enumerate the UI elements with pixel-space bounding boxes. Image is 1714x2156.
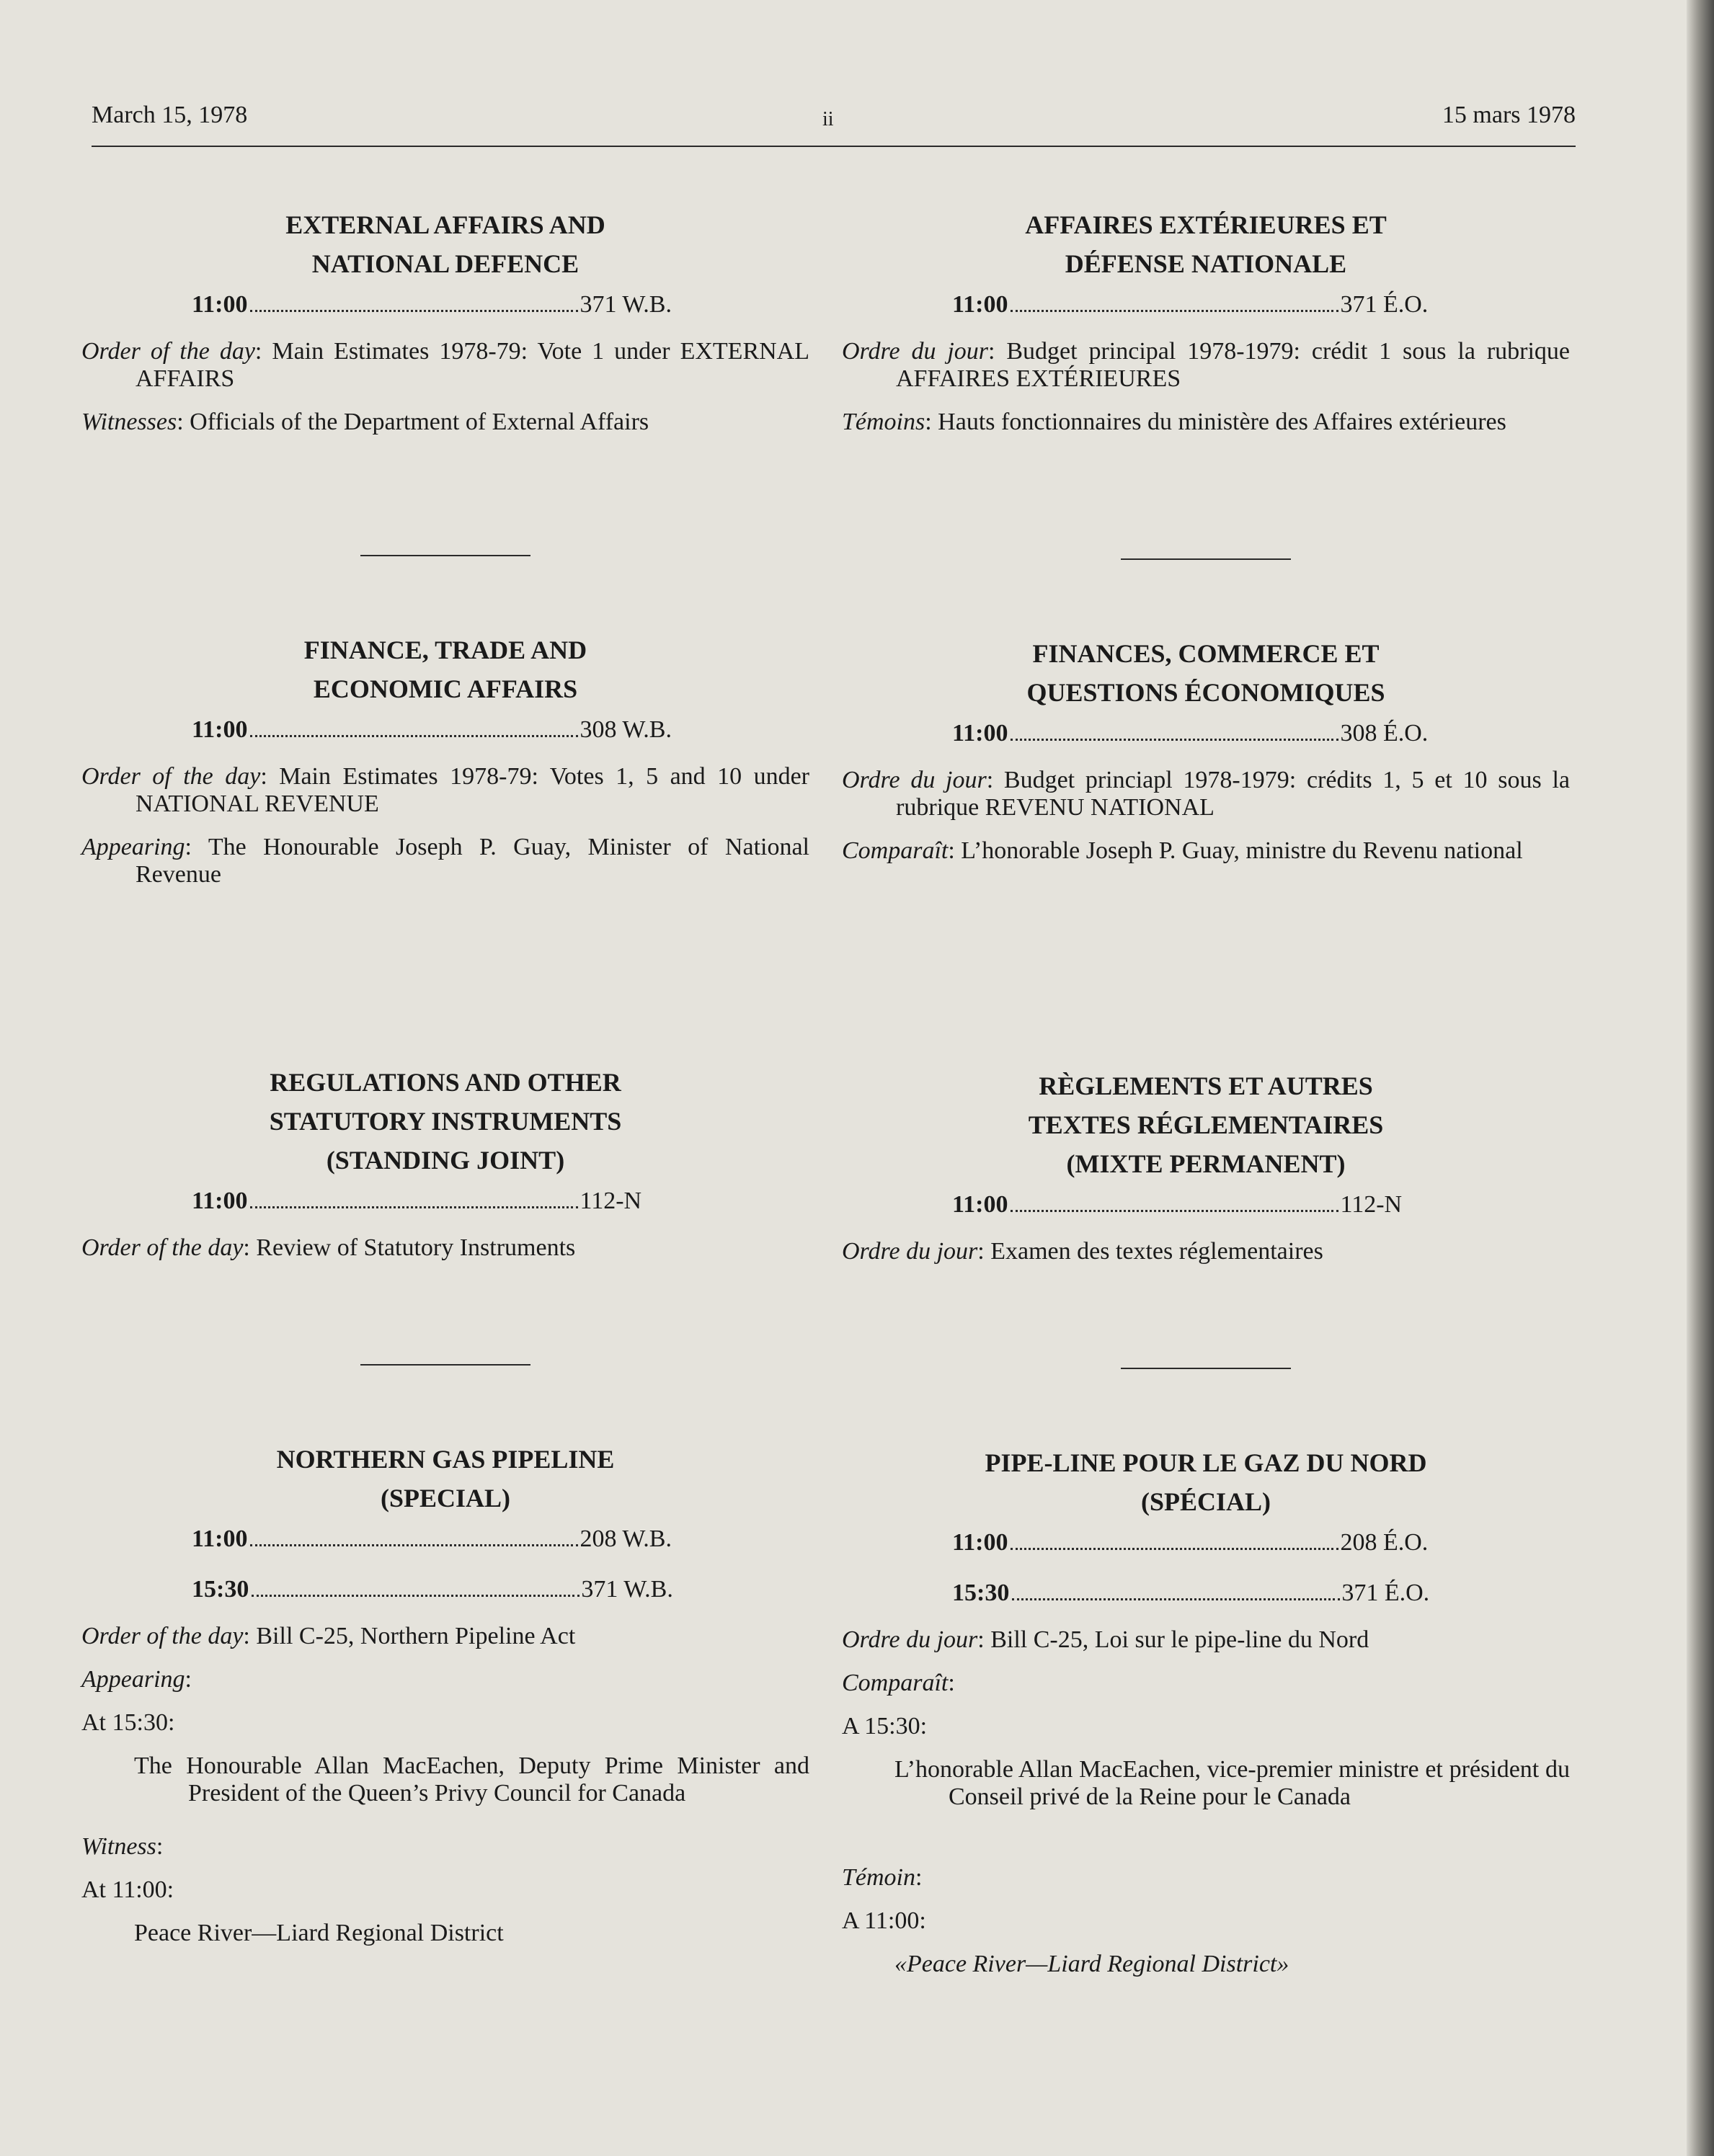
committee-section (842, 205, 1570, 436)
label: Witnesses (81, 409, 177, 435)
header-date-french: 15 mars 1978 (1442, 102, 1576, 128)
label: Appearing (81, 834, 185, 860)
text: : The Honourable Joseph P. Guay, Minister of National Revenue (136, 834, 809, 888)
appearing-time: A 15:30: (842, 1713, 928, 1740)
meeting-time-room (81, 1572, 809, 1607)
section-separator (842, 558, 1570, 560)
witness-name: «Peace River—Liard Regional District» (894, 1951, 1289, 1977)
appearing-time: At 15:30: (81, 1709, 175, 1736)
meeting-time-room (842, 1188, 1570, 1222)
meeting-room: 308 W.B. (580, 716, 672, 743)
committee-section (81, 631, 809, 888)
committee-title: (SPECIAL) (380, 1484, 511, 1513)
text: : Budget principal 1978-1979: crédit 1 sous la rubrique AFFAIRES EXTÉRIEURES (896, 338, 1570, 392)
witness-name: Peace River—Liard Regional District (134, 1920, 504, 1946)
label: Ordre du jour (842, 767, 987, 793)
order-of-day (81, 1623, 809, 1650)
witness-time: At 11:00: (81, 1876, 174, 1903)
colon: : (156, 1833, 164, 1860)
committee-title: PIPE-LINE POUR LE GAZ DU NORD (985, 1448, 1427, 1477)
text: : Main Estimates 1978-79: Vote 1 under EXTERNAL AFFAIRS (136, 338, 810, 392)
section-separator (81, 555, 809, 556)
text: : Review of Statutory Instruments (243, 1234, 576, 1261)
order-of-day (842, 1626, 1570, 1654)
dot-leader (1011, 1529, 1338, 1550)
meeting-time: 11:00 (952, 1191, 1008, 1218)
meeting-room: 208 É.O. (1340, 1529, 1429, 1556)
label: Témoin (842, 1864, 915, 1891)
meeting-time: 11:00 (952, 1529, 1008, 1556)
meeting-time: 15:30 (192, 1576, 249, 1603)
meeting-room: 371 É.O. (1341, 1580, 1430, 1606)
dot-leader (1011, 291, 1338, 312)
label: Appearing (81, 1666, 185, 1693)
meeting-time-room (81, 713, 809, 747)
committee-section (842, 1443, 1570, 1978)
order-of-day (842, 1238, 1570, 1265)
label: Order of the day (81, 1234, 244, 1261)
meeting-time-room (842, 288, 1570, 322)
meeting-time-room (81, 288, 809, 322)
committee-title: STATUTORY INSTRUMENTS (269, 1107, 622, 1136)
committee-title: (SPÉCIAL) (1140, 1487, 1271, 1516)
dot-leader (250, 1188, 578, 1208)
committee-title: FINANCES, COMMERCE ET (1032, 639, 1380, 668)
committee-section (842, 634, 1570, 865)
header-rule (92, 146, 1576, 147)
label: Comparaît (842, 1670, 949, 1696)
dot-leader (1012, 1580, 1340, 1600)
witness-label (81, 1833, 809, 1861)
committee-section (81, 1063, 809, 1262)
committee-section (81, 205, 809, 436)
meeting-room: 308 É.O. (1340, 720, 1429, 747)
section-separator (81, 1364, 809, 1366)
meeting-time: 11:00 (952, 291, 1008, 318)
meeting-time: 11:00 (192, 1525, 248, 1552)
committee-title: NORTHERN GAS PIPELINE (276, 1445, 615, 1474)
text: : Main Estimates 1978-79: Votes 1, 5 and 10 under NATIONAL REVENUE (136, 763, 809, 817)
meeting-room: 112-N (1340, 1191, 1403, 1218)
text: : Bill C-25, Loi sur le pipe-line du Nord (977, 1626, 1369, 1653)
label: Witness (81, 1833, 156, 1860)
committee-title: FINANCE, TRADE AND (303, 636, 587, 664)
colon: : (948, 1670, 955, 1696)
page-binding-edge (1687, 0, 1714, 2156)
committee-title: ECONOMIC AFFAIRS (313, 674, 578, 703)
order-of-day (81, 763, 809, 818)
label: Order of the day (81, 763, 261, 790)
meeting-time: 15:30 (952, 1580, 1010, 1606)
page-number: ii (822, 108, 834, 130)
dot-leader (1011, 720, 1338, 741)
meeting-time: 11:00 (192, 1188, 248, 1214)
committee-title: EXTERNAL AFFAIRS AND (285, 210, 605, 239)
committee-title: QUESTIONS ÉCONOMIQUES (1026, 678, 1385, 707)
dot-leader (1011, 1191, 1338, 1212)
meeting-room: 371 W.B. (580, 291, 672, 318)
committee-title: NATIONAL DEFENCE (311, 249, 580, 278)
witnesses (81, 409, 809, 436)
label: Order of the day (81, 338, 255, 365)
committee-section (81, 1440, 809, 1947)
meeting-time: 11:00 (192, 716, 248, 743)
meeting-time-room (81, 1522, 809, 1556)
meeting-time-room (842, 1576, 1570, 1611)
witnesses (842, 409, 1570, 436)
committee-title: TEXTES RÉGLEMENTAIRES (1028, 1110, 1384, 1139)
section-separator (842, 1368, 1570, 1369)
committee-section (842, 1066, 1570, 1265)
order-of-day (81, 338, 809, 393)
dot-leader (250, 291, 578, 312)
text: : Budget princiapl 1978-1979: crédits 1, 5 et 10 sous la rubrique REVENU NATIONAL (896, 767, 1571, 821)
dot-leader (250, 1525, 578, 1546)
order-of-day (842, 338, 1570, 393)
appearing (842, 837, 1570, 865)
header-date-english: March 15, 1978 (92, 102, 248, 128)
dot-leader (250, 716, 578, 737)
committee-title: DÉFENSE NATIONALE (1065, 249, 1347, 278)
colon: : (185, 1666, 192, 1693)
meeting-room: 112-N (580, 1188, 642, 1214)
label: Order of the day (81, 1623, 244, 1649)
order-of-day (842, 767, 1570, 821)
text: : Officials of the Department of External Affairs (177, 409, 649, 435)
committee-title: REGULATIONS AND OTHER (270, 1068, 621, 1097)
order-of-day (81, 1234, 809, 1262)
label: Comparaît (842, 837, 949, 864)
appearing-label (842, 1670, 1570, 1697)
label: Ordre du jour (842, 338, 989, 365)
text: : L’honorable Joseph P. Guay, ministre du Revenu national (948, 837, 1523, 864)
meeting-time-room (81, 1184, 809, 1219)
meeting-time-room (842, 716, 1570, 751)
meeting-time: 11:00 (952, 720, 1008, 747)
meeting-room: 208 W.B. (580, 1525, 672, 1552)
appearing-person: The Honourable Allan MacEachen, Deputy Prime Minister and President of the Queen’s Privy Council for Canada (134, 1752, 809, 1807)
label: Ordre du jour (842, 1626, 978, 1653)
label: Témoins (842, 409, 925, 435)
meeting-room: 371 W.B. (581, 1576, 673, 1603)
meeting-room: 371 É.O. (1340, 291, 1429, 318)
committee-title: (MIXTE PERMANENT) (1066, 1149, 1346, 1178)
text: : Examen des textes réglementaires (977, 1238, 1323, 1265)
committee-title: AFFAIRES EXTÉRIEURES ET (1025, 210, 1387, 239)
committee-title: RÈGLEMENTS ET AUTRES (1039, 1072, 1373, 1100)
committee-title: (STANDING JOINT) (326, 1146, 565, 1175)
text: : Hauts fonctionnaires du ministère des Affaires extérieures (925, 409, 1506, 435)
appearing (81, 834, 809, 888)
appearing-person: L’honorable Allan MacEachen, vice-premier ministre et président du Conseil privé de la Reine pour le Canada (894, 1756, 1570, 1810)
meeting-time-room (842, 1525, 1570, 1560)
text: : Bill C-25, Northern Pipeline Act (243, 1623, 576, 1649)
colon: : (915, 1864, 923, 1891)
label: Ordre du jour (842, 1238, 978, 1265)
meeting-time: 11:00 (192, 291, 248, 318)
witness-time: A 11:00: (842, 1907, 926, 1934)
witness-label (842, 1864, 1570, 1892)
appearing-label (81, 1666, 809, 1693)
dot-leader (252, 1576, 580, 1597)
